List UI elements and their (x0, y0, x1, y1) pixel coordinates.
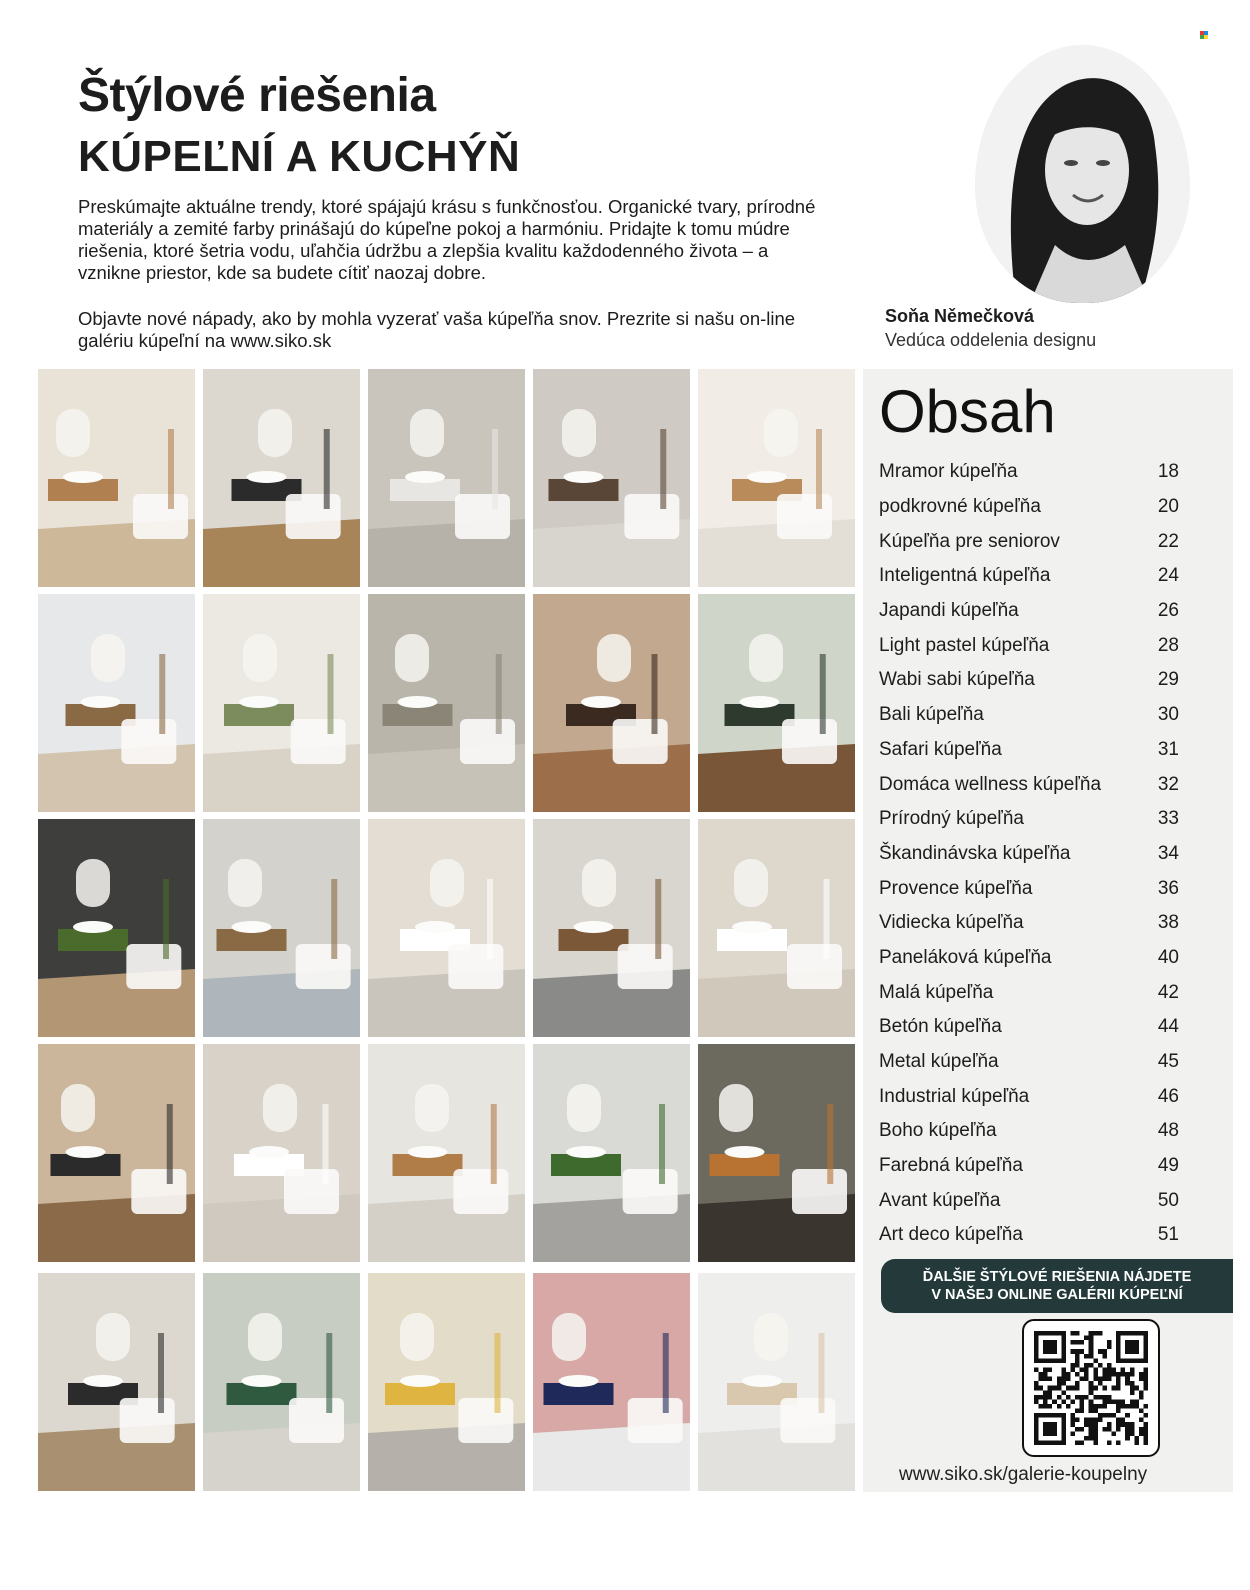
toc-item-label: Boho kúpeľňa (879, 1120, 997, 1142)
toc-item (879, 524, 1179, 559)
toc-item-label: Japandi kúpeľňa (879, 600, 1019, 622)
toc-item (879, 733, 1179, 768)
toc-item-label: Mramor kúpeľňa (879, 461, 1018, 483)
bathroom-photo (203, 1044, 360, 1262)
toc-item (879, 455, 1179, 490)
toc-item-page: 49 (1157, 1155, 1179, 1177)
toc-item-label: Metal kúpeľňa (879, 1051, 999, 1073)
toc-item (879, 698, 1179, 733)
bathroom-photo (698, 1044, 855, 1262)
toc-item-page: 20 (1157, 496, 1179, 518)
bathroom-photo (698, 594, 855, 812)
toc-item-label: Industrial kúpeľňa (879, 1085, 1030, 1107)
toc-item (879, 837, 1179, 872)
toc-item (879, 628, 1179, 663)
toc-item-page: 36 (1157, 877, 1179, 899)
bathroom-photo (38, 594, 195, 812)
author-role: Vedúca oddelenia designu (885, 330, 1097, 350)
toc-list (879, 455, 1179, 1253)
bathroom-photo (533, 369, 690, 587)
toc-item-page: 42 (1157, 981, 1179, 1003)
toc-item (879, 802, 1179, 837)
bathroom-photo (698, 819, 855, 1037)
toc-item-label: Domáca wellness kúpeľňa (879, 773, 1102, 795)
toc-item-label: Light pastel kúpeľňa (879, 634, 1050, 656)
toc-item-label: Bali kúpeľňa (879, 704, 984, 726)
bathroom-photo (533, 1273, 690, 1491)
toc-item (879, 1149, 1179, 1184)
toc-item (879, 767, 1179, 802)
toc-item-label: Avant kúpeľňa (879, 1189, 1001, 1211)
toc-item (879, 1218, 1179, 1253)
bathroom-photo (38, 819, 195, 1037)
toc-item-label: Škandinávska kúpeľňa (879, 842, 1071, 864)
toc-item-page: 22 (1157, 530, 1179, 552)
toc-item (879, 1010, 1179, 1045)
toc-item-label: Malá kúpeľňa (879, 981, 994, 1003)
toc-item-label: Vidiecka kúpeľňa (879, 912, 1024, 934)
toc-item (879, 975, 1179, 1010)
toc-item-page: 32 (1157, 773, 1179, 795)
toc-item (879, 490, 1179, 525)
toc-item-page: 18 (1157, 461, 1179, 483)
toc-item (879, 871, 1179, 906)
toc-item (879, 1045, 1179, 1080)
bathroom-photo (368, 819, 525, 1037)
toc-item-label: Betón kúpeľňa (879, 1016, 1002, 1038)
toc-item-page: 24 (1157, 565, 1179, 587)
toc-item-page: 38 (1157, 912, 1179, 934)
toc-item-page: 50 (1157, 1189, 1179, 1211)
bathroom-photo (698, 369, 855, 587)
gallery-url-link[interactable]: www.siko.sk/galerie-koupelny (899, 1464, 1148, 1485)
toc-title: Obsah (879, 378, 1056, 445)
toc-item-page: 33 (1157, 808, 1179, 830)
toc-item-page: 48 (1157, 1120, 1179, 1142)
toc-item-label: Provence kúpeľňa (879, 877, 1033, 899)
toc-item-label: Wabi sabi kúpeľňa (879, 669, 1035, 691)
toc-item-label: Inteligentná kúpeľňa (879, 565, 1051, 587)
toc-item (879, 906, 1179, 941)
toc-item-page: 51 (1157, 1224, 1179, 1246)
bathroom-photo (38, 1273, 195, 1491)
bathroom-photo (203, 819, 360, 1037)
bathroom-photo (368, 369, 525, 587)
toc-item-label: Prírodný kúpeľňa (879, 808, 1024, 830)
color-marker-icon (1200, 31, 1208, 39)
bathroom-photo (203, 369, 360, 587)
bathroom-photo (38, 369, 195, 587)
toc-item-page: 31 (1157, 738, 1179, 760)
author-portrait (975, 45, 1190, 303)
toc-item-page: 45 (1157, 1051, 1179, 1073)
bathroom-photo (533, 819, 690, 1037)
toc-item-page: 46 (1157, 1085, 1179, 1107)
toc-item (879, 941, 1179, 976)
toc-item-label: Safari kúpeľňa (879, 738, 1002, 760)
bathroom-photo (368, 594, 525, 812)
table-of-contents (863, 369, 1233, 1492)
toc-item (879, 594, 1179, 629)
qr-code-icon[interactable] (1022, 1319, 1160, 1457)
bathroom-photo (368, 1273, 525, 1491)
online-gallery-banner (881, 1259, 1233, 1313)
bathroom-photo (533, 1044, 690, 1262)
page-subtitle: KÚPEĽNÍ A KUCHÝŇ (78, 132, 521, 181)
toc-item-page: 29 (1157, 669, 1179, 691)
banner-line-1: ĎALŠIE ŠTÝLOVÉ RIEŠENIA NÁJDETE (922, 1269, 1192, 1285)
page-title: Štýlové riešenia (78, 69, 436, 122)
bathroom-photo (203, 594, 360, 812)
toc-item (879, 1114, 1179, 1149)
toc-item-page: 26 (1157, 600, 1179, 622)
author-name: Soňa Němečková (885, 306, 1035, 326)
toc-item-label: Kúpeľňa pre seniorov (879, 530, 1060, 552)
toc-item-label: Art deco kúpeľňa (879, 1224, 1023, 1246)
toc-item-label: Farebná kúpeľňa (879, 1155, 1023, 1177)
gallery-invite-paragraph: Objavte nové nápady, ako by mohla vyzerať vaša kúpeľňa snov. Prezrite si našu on-line galériu kúpeľní na www.siko.sk (78, 308, 796, 351)
toc-item (879, 559, 1179, 594)
bathroom-photo (698, 1273, 855, 1491)
toc-item-page: 40 (1157, 946, 1179, 968)
toc-item (879, 663, 1179, 698)
toc-item-label: podkrovné kúpeľňa (879, 496, 1041, 518)
toc-item-page: 30 (1157, 704, 1179, 726)
toc-item (879, 1079, 1179, 1114)
banner-line-2: V NAŠEJ ONLINE GALÉRII KÚPEĽNÍ (931, 1287, 1183, 1303)
bathroom-photo (368, 1044, 525, 1262)
bathroom-photo (533, 594, 690, 812)
intro-paragraph: Preskúmajte aktuálne trendy, ktoré spájajú krásu s funkčnosťou. Organické tvary, prírodné materiály a zemité farby prinášajú do kúpeľne pokoj a harmóniu. Pridajte k tomu múdre riešenia, ktoré šetria vodu, uľahčia údržbu a zlepšia kvalitu každodenného života – a vznikne priestor, kde sa budete cítiť naozaj dobre. (78, 196, 816, 283)
toc-item-page: 34 (1157, 842, 1179, 864)
bathroom-photo (203, 1273, 360, 1491)
toc-item-page: 44 (1157, 1016, 1179, 1038)
toc-item-label: Paneláková kúpeľňa (879, 946, 1052, 968)
toc-item (879, 1183, 1179, 1218)
bathroom-photo (38, 1044, 195, 1262)
toc-item-page: 28 (1157, 634, 1179, 656)
